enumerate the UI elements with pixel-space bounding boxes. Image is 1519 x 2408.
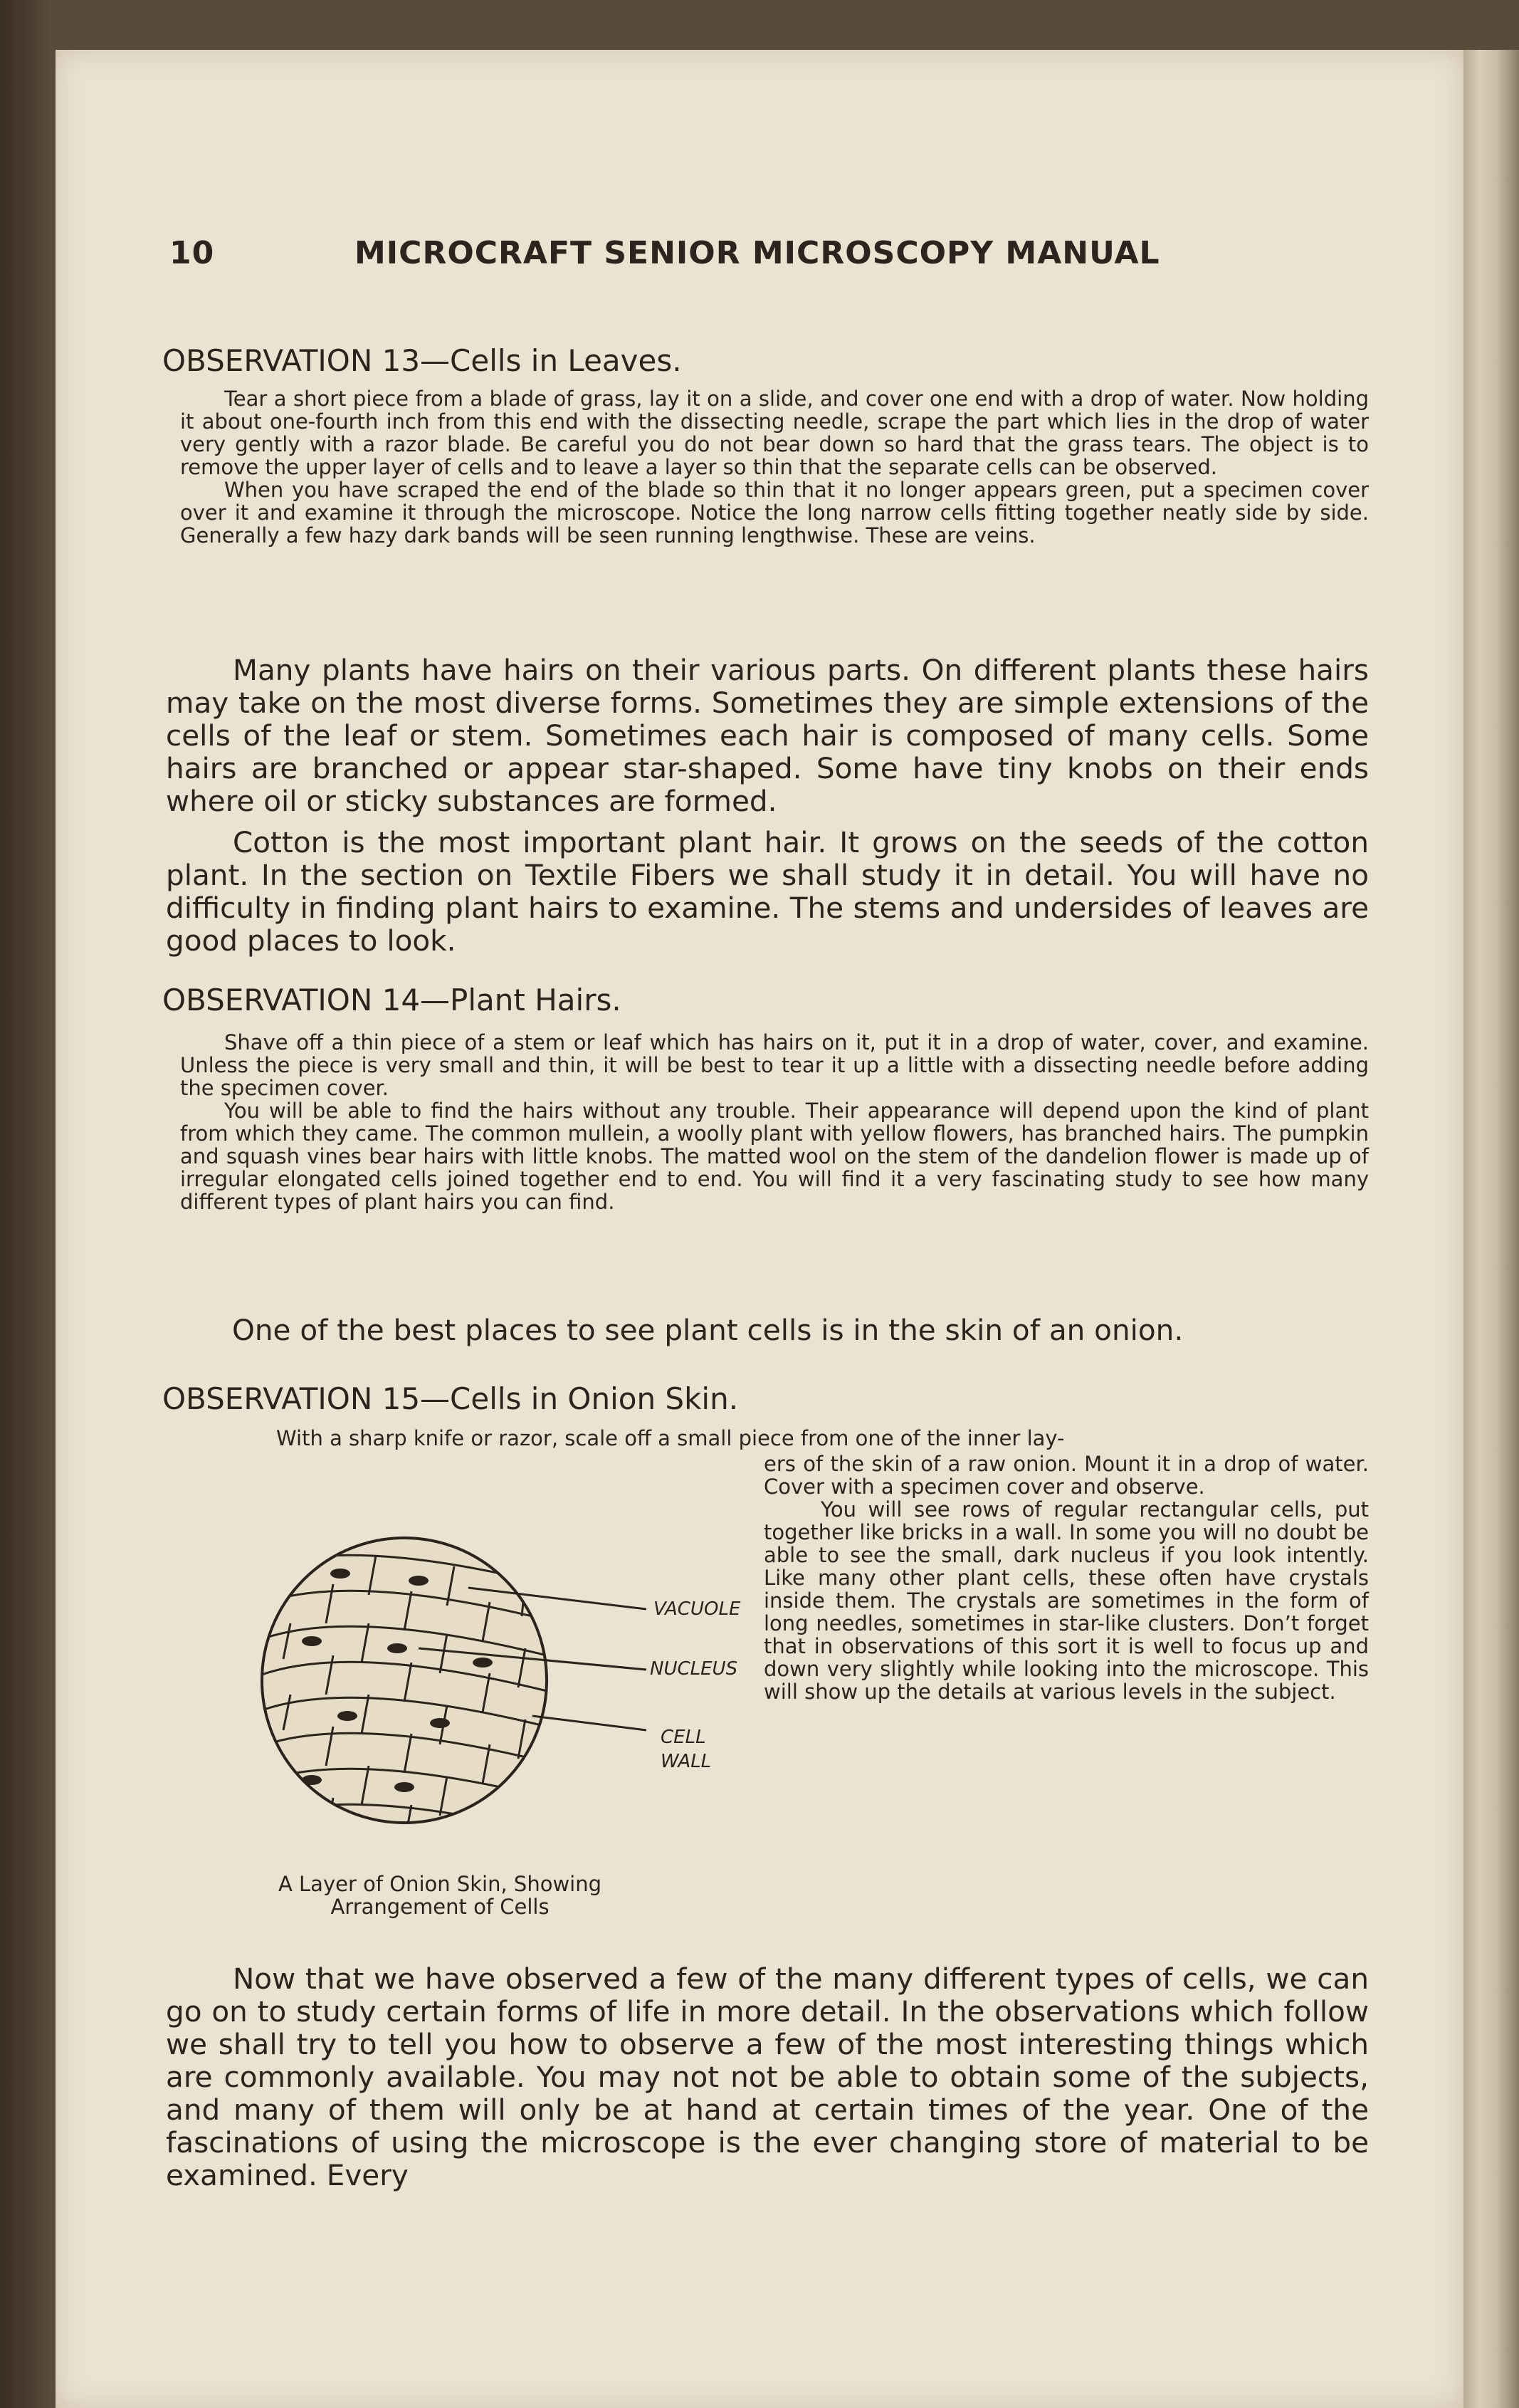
paragraph: You will see rows of regular rectangular cells, put together like bricks in a wall. In some you will no doubt be able to see the small, dark nucleus if you look intently. Like many other plant cells, these often have crystals inside them. The crystals are sometimes in the form of long needles, sometimes in star-like clusters. Don’t forget that in observations of this sort it is well to focus up and down very slightly while looking into the microscope. This will show up the details at various levels in the subject. xyxy=(764,1497,1369,1704)
onion-line: One of the best places to see plant cells is in the skin of an onion. xyxy=(232,1313,1184,1347)
paragraph: Now that we have observed a few of the many different types of cells, we can go on to study certain forms of life in more detail. In the observations which follow we shall try to tell you how to observe a few of the most interesting things which are commonly available. You may not not be able to obtain some of the subjects, and many of them will only be at hand at certain times of the year. One of the fascinations of using the microscope is the ever changing store of material to be examined. Every xyxy=(166,1962,1369,2192)
observation-15-body xyxy=(764,1452,1369,1703)
cell-label: CELL xyxy=(661,1727,706,1748)
paragraph: ers of the skin of a raw onion. Mount it in a drop of water. Cover with a specimen cover and observe. xyxy=(764,1452,1369,1499)
page-number: 10 xyxy=(169,235,215,271)
paragraph: You will be able to find the hairs without any trouble. Their appearance will depend upon the kind of plant from which they came. The common mullein, a woolly plant with yellow flowers, has branched hairs. The pumpkin and squash vines bear hairs with little knobs. The matted wool on the stem of the dandelion flower is made up of irregular elongated cells joined together end to end. You will find it a very fascinating study to see how many different types of plant hairs you can find. xyxy=(180,1099,1369,1214)
caption-line: Arrangement of Cells xyxy=(330,1895,550,1919)
cell-wall-pointer xyxy=(532,1716,646,1730)
wall-label: WALL xyxy=(661,1751,712,1772)
onion-skin-figure xyxy=(233,1488,760,1887)
paragraph: When you have scraped the end of the blade so thin that it no longer appears green, put a specimen cover over it and examine it through the microscope. Notice the long narrow cells fitting together neatly side by side. Generally a few hazy dark bands will be seen running lengthwise. These are veins. xyxy=(180,478,1369,548)
caption-line: A Layer of Onion Skin, Showing xyxy=(278,1872,602,1896)
vacuole-label: VACUOLE xyxy=(653,1598,741,1620)
nucleus-label: NUCLEUS xyxy=(650,1658,738,1680)
paragraph: Shave off a thin piece of a stem or leaf which has hairs on it, put it in a drop of water, cover, and examine. Unless the piece is very small and thin, it will be best to tear it up a little with a dissecting needle before adding the specimen cover. xyxy=(180,1030,1369,1100)
observation-15-heading: OBSERVATION 15—Cells in Onion Skin. xyxy=(162,1381,739,1416)
observation-14-heading: OBSERVATION 14—Plant Hairs. xyxy=(162,983,621,1017)
paragraph: Many plants have hairs on their various parts. On different plants these hairs may take on the most diverse forms. Sometimes they are simple extensions of the cells of the leaf or stem. Sometimes each hair is composed of many cells. Some hairs are branched or appear star-shaped. Some have tiny knobs on their ends where oil or sticky substances are formed. xyxy=(166,653,1369,818)
book-page xyxy=(56,50,1463,2408)
observation-15-intro: With a sharp knife or razor, scale off a small piece from one of the inner lay- xyxy=(276,1426,1065,1450)
paragraph: Tear a short piece from a blade of grass, lay it on a slide, and cover one end with a drop of water. Now holding it about one-fourth inch from this end with the dissecting needle, scrape the part which lies in the drop of water very gently with a razor blade. Be careful you do not bear down so hard that the grass tears. The object is to remove the upper layer of cells and to leave a layer so thin that the separate cells can be observed. xyxy=(180,387,1369,479)
running-title: MICROCRAFT SENIOR MICROSCOPY MANUAL xyxy=(354,235,1160,271)
closing-text xyxy=(166,1962,1369,2192)
plant-hairs-text xyxy=(166,654,1369,957)
next-page-edge xyxy=(1463,50,1519,2408)
observation-14-body xyxy=(180,1031,1369,1213)
observation-13-heading: OBSERVATION 13—Cells in Leaves. xyxy=(162,343,682,378)
paragraph: Cotton is the most important plant hair. It grows on the seeds of the cotton plant. In the section on Textile Fibers we shall study it in detail. You will have no difficulty in finding plant hairs to examine. The stems and undersides of leaves are good places to look. xyxy=(166,825,1369,958)
figure-caption xyxy=(198,1873,682,1918)
observation-13-body xyxy=(180,387,1369,547)
onion-cell-diagram xyxy=(233,1488,760,1887)
